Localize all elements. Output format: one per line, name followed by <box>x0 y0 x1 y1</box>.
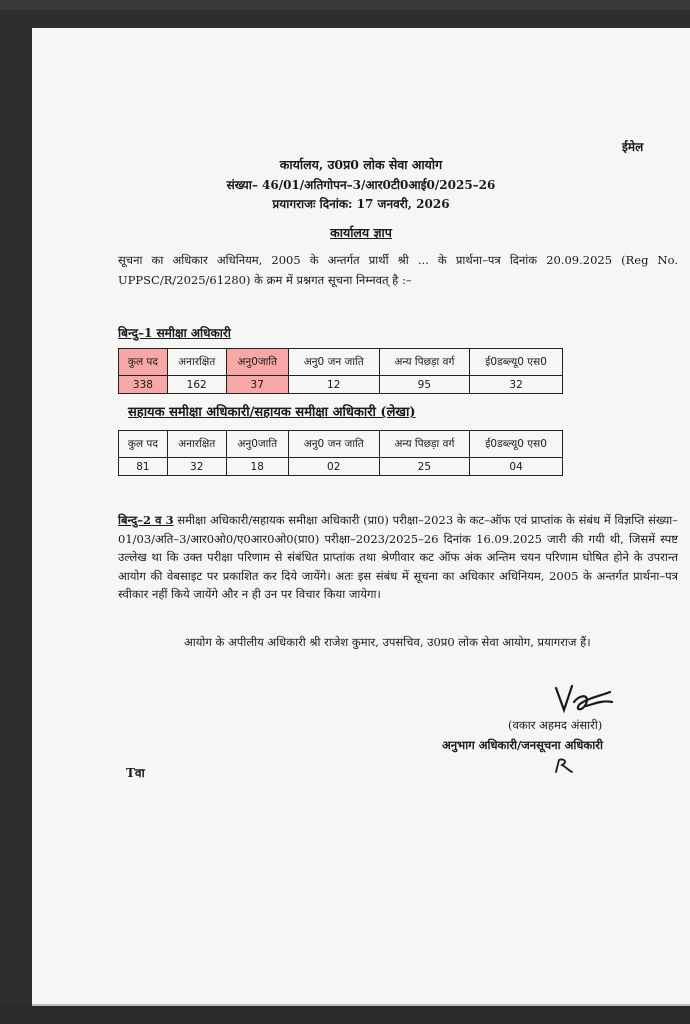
bindu2-text: समीक्षा अधिकारी/सहायक समीक्षा अधिकारी (प्रा0) परीक्षा–2023 के कट–ऑफ एवं प्राप्तांक के संबंध में विज्ञप्ति संख्या–01/03/अति–3/आर0ओ0/ए0आर0ओ0(प्रा0) परीक्षा–2023/2025–26 दिनांक 16.09.2025 जारी की गयी थी, जिसमें स्पष्ट उल्लेख था कि उक्त परीक्षा परिणाम से संबंधित प्राप्तांक तथा श्रेणीवार कट ऑफ अंक अन्तिम चयन परिणाम घोषित होने के उपरान्त आयोग की वेबसाइट पर प्रकाशित कर दिये जायेंगे। अतः इस संबंध में सूचना का अधिकार अधिनियम, 2005 के अन्तर्गत प्रार्थना–पत्र स्वीकार नहीं किये जायेंगे और न ही उन पर विचार किया जायेगा। <box>118 513 678 601</box>
office-heading: कार्यालय, उ0प्र0 लोक सेवा आयोग <box>279 157 443 172</box>
signature-mark <box>550 680 620 720</box>
bindu2-label: बिन्दु–2 व 3 <box>118 513 174 527</box>
table-cell: 12 <box>288 376 379 394</box>
table-cell: 18 <box>226 458 288 476</box>
table-header-cell: अनु0जाति <box>226 349 288 376</box>
table-header-cell: कुल पद <box>119 431 168 458</box>
aro-title: सहायक समीक्षा अधिकारी/सहायक समीक्षा अधिकारी (लेखा) <box>128 405 416 420</box>
top-bar <box>0 0 690 10</box>
copy-to-label: Tवा <box>126 766 145 780</box>
bindu1-title: बिन्दु–1 समीक्षा अधिकारी <box>118 326 231 340</box>
reference-number: संख्या– 46/01/अतिगोपन–3/आर0टी0आई0/2025–26 <box>226 178 496 192</box>
table-cell: 25 <box>379 458 470 476</box>
intro-paragraph: सूचना का अधिकार अधिनियम, 2005 के अन्तर्गत प्रार्थी श्री ... के प्रार्थना–पत्र दिनांक 20.09.2025 (Reg No. UPPSC/R/2025/61280) के क्रम में प्रश्नगत सूचना निम्नवत् है :– <box>118 253 678 287</box>
posts-table-aro <box>118 430 563 476</box>
table-header-cell: अन्य पिछड़ा वर्ग <box>379 349 470 376</box>
table-cell: 162 <box>167 376 226 394</box>
bottom-bar <box>0 1006 690 1024</box>
table-header-cell: अनु0 जन जाति <box>288 431 379 458</box>
bindu2-paragraph <box>118 511 678 604</box>
table-cell: 02 <box>288 458 379 476</box>
place-date: प्रयागराजः दिनांक: 17 जनवरी, 2026 <box>272 197 450 211</box>
document-page <box>32 28 690 1006</box>
table-header-cell: कुल पद <box>119 349 168 376</box>
table-cell: 32 <box>470 376 563 394</box>
table-cell: 32 <box>167 458 226 476</box>
table-header-cell: ई0डब्ल्यू0 एस0 <box>470 349 563 376</box>
table-header-cell: अनारक्षित <box>167 431 226 458</box>
table-cell: 338 <box>119 376 168 394</box>
initial-mark <box>552 756 576 776</box>
table-header-cell: अनारक्षित <box>167 349 226 376</box>
table-header-cell: अनु0 जन जाति <box>288 349 379 376</box>
table-cell: 95 <box>379 376 470 394</box>
signatory-name: (वकार अहमद अंसारी) <box>508 718 603 732</box>
posts-table-ro <box>118 348 563 394</box>
table-cell: 37 <box>226 376 288 394</box>
table-header-cell: अन्य पिछड़ा वर्ग <box>379 431 470 458</box>
table-header-cell: अनु0जाति <box>226 431 288 458</box>
email-label: ईमेल <box>622 140 644 154</box>
memo-title: कार्यालय ज्ञाप <box>330 225 392 240</box>
appellate-paragraph: आयोग के अपीलीय अधिकारी श्री राजेश कुमार, उपसचिव, उ0प्र0 लोक सेवा आयोग, प्रयागराज हैं। <box>184 635 591 649</box>
table-header-cell: ई0डब्ल्यू0 एस0 <box>470 431 563 458</box>
table-cell: 04 <box>470 458 563 476</box>
signatory-designation: अनुभाग अधिकारी/जनसूचना अधिकारी <box>442 738 603 752</box>
table-cell: 81 <box>119 458 168 476</box>
